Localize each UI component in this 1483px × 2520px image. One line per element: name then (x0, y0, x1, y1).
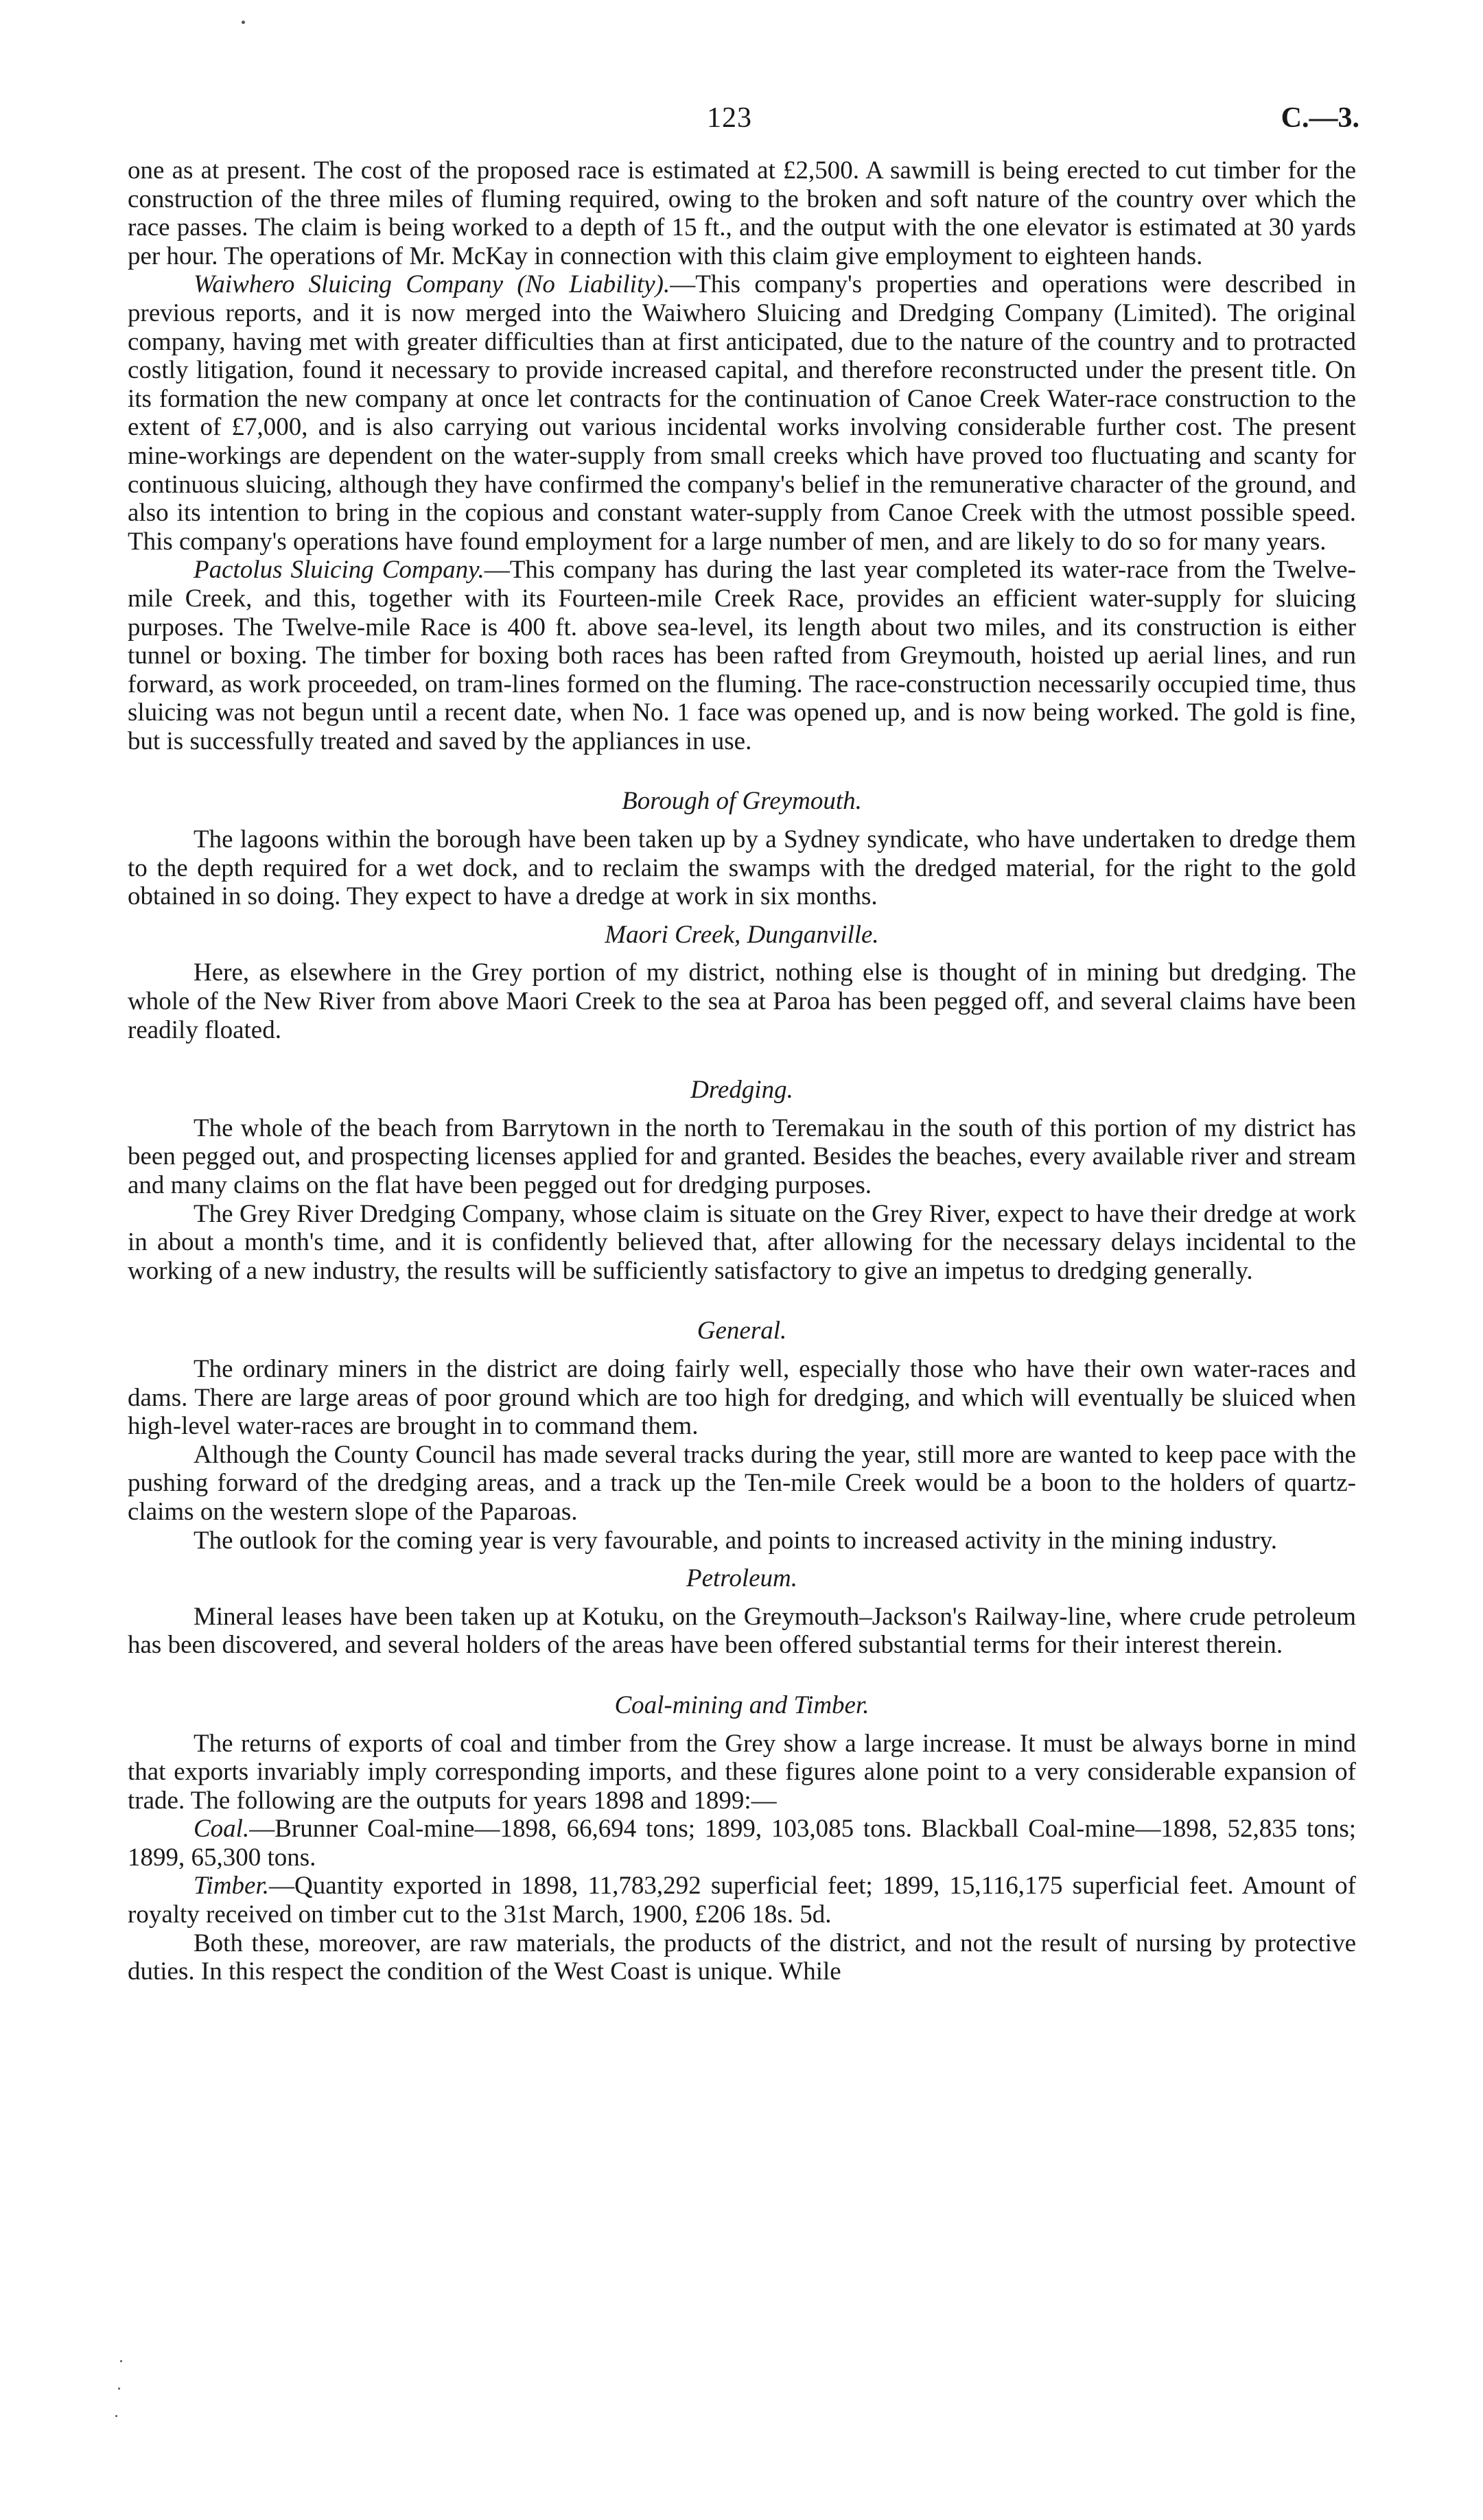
paragraph-pactolus (128, 556, 1356, 755)
paragraph-text-waiwhero: —This company's properties and operations were described in previous reports, and it is now merged into the Waiwhero Sluicing and Dredging Company (Limited). The original company, having met with greater difficulties than at first anticipated, due to the nature of the country and to protracted costly litigation, found it necessary to provide increased capital, and therefore reconstructed under the present title. On its formation the new company at once let contracts for the continuation of Canoe Creek Water-race construction to the extent of £7,000, and is also carrying out various incidental works involving considerable further cost. The present mine-workings are dependent on the water-supply from small creeks which have proved too fluctuating and scanty for continuous sluicing, although they have confirmed the company's belief in the remunerative character of the ground, and also its intention to bring in the copious and constant water-supply from Canoe Creek with the utmost possible speed. This company's operations have found employment for a large number of men, and are likely to do so for many years. (128, 270, 1356, 556)
paragraph-lead-waiwhero: Waiwhero Sluicing Company (No Liability). (194, 270, 670, 299)
page-number: 123 (707, 102, 752, 134)
paragraph-mckay-continued: one as at present. The cost of the proposed race is estimated at £2,500. A sawmill is being erected to cut timber for the construction of the three miles of fluming required, owing to the broken and soft nature of the country over which the race passes. The claim is being worked to a depth of 15 ft., and the output with the one elevator is estimated at 30 yards per hour. The operations of Mr. McKay in connection with this claim give employment to eighteen hands. (128, 156, 1356, 270)
page-header (0, 102, 1483, 143)
scan-speck (115, 2415, 117, 2417)
paragraph-dredging-1: The whole of the beach from Barrytown in the north to Teremakau in the south of this portion of my district has been pegged out, and prospecting licenses applied for and granted. Besides the beaches, every available river and stream and many claims on the flat have been pegged out for dredging purposes. (128, 1114, 1356, 1199)
heading-petroleum: Petroleum. (686, 1564, 797, 1593)
paragraph-lead-pactolus: Pactolus Sluicing Company. (194, 556, 484, 585)
paragraph-lead-timber: Timber. (194, 1872, 270, 1900)
paragraph-maori-1: Here, as elsewhere in the Grey portion of my district, nothing else is thought of in mining but dredging. The whole of the New River from above Maori Creek to the sea at Paroa has been pegged off, and several claims have been readily floated. (128, 958, 1356, 1044)
paragraph-waiwhero (128, 270, 1356, 556)
heading-dredging: Dredging. (690, 1076, 793, 1105)
paragraph-general-1: The ordinary miners in the district are doing fairly well, especially those who have their own water-races and dams. There are large areas of poor ground which are too high for dredging, and which will eventually be sluiced when high-level water-races are brought in to command them. (128, 1354, 1356, 1441)
paragraph-dredging-2: The Grey River Dredging Company, whose claim is situate on the Grey River, expect to have their dredge at work in about a month's time, and it is confidently believed that, after allowing for the necessary delays incidental to the working of a new industry, the results will be sufficiently satisfactory to give an impetus to dredging generally. (128, 1199, 1356, 1285)
heading-borough-of-greymouth: Borough of Greymouth. (622, 787, 862, 816)
paragraph-coal-1: The returns of exports of coal and timber from the Grey show a large increase. It must be always borne in mind that exports invariably imply corresponding imports, and these figures alone point to a very considerable expansion of trade. The following are the outputs for years 1898 and 1899:— (128, 1729, 1356, 1815)
paragraph-general-3: The outlook for the coming year is very favourable, and points to increased activity in the mining industry. (194, 1526, 1277, 1555)
paragraph-petroleum-1: Mineral leases have been taken up at Kotuku, on the Greymouth–Jackson's Railway-line, where crude petroleum has been discovered, and several holders of the areas have been offered substantial terms for their interest therein. (128, 1602, 1356, 1660)
scan-speck (242, 21, 245, 24)
document-reference: C.—3. (1281, 102, 1359, 134)
paragraph-coal-last: Both these, moreover, are raw materials, the products of the district, and not the result of nursing by protective duties. In this respect the condition of the West Coast is unique. While (128, 1929, 1356, 1986)
paragraph-text-pactolus: —This company has during the last year completed its water-race from the Twelve-mile Creek, and this, together with its Fourteen-mile Creek Race, provides an efficient water-supply for sluicing purposes. The Twelve-mile Race is 400 ft. above sea-level, its length about two miles, and its construction is either tunnel or boxing. The timber for boxing both races has been rafted from Greymouth, hoisted up aerial lines, and run forward, as work proceeded, on tram-lines formed on the fluming. The race-construction necessarily occupied time, thus sluicing was not begun until a recent date, when No. 1 face was opened up, and is now being worked. The gold is fine, but is successfully treated and saved by the appliances in use. (128, 556, 1356, 755)
heading-general: General. (697, 1317, 787, 1345)
paragraph-coal-output (128, 1815, 1356, 1872)
paragraph-general-2: Although the County Council has made several tracks during the year, still more are wanted to keep pace with the pushing forward of the dredging areas, and a track up the Ten-mile Creek would be a boon to the holders of quartz-claims on the western slope of the Paparoas. (128, 1440, 1356, 1526)
heading-coal-mining-and-timber: Coal-mining and Timber. (614, 1691, 869, 1719)
paragraph-lead-coal: Coal. (194, 1815, 250, 1844)
heading-maori-creek: Maori Creek, Dunganville. (605, 920, 879, 949)
paragraph-timber-output (128, 1872, 1356, 1929)
body-text (128, 156, 1356, 1986)
scan-speck (118, 2388, 120, 2390)
scan-speck (120, 2360, 122, 2362)
paragraph-text-timber: —Quantity exported in 1898, 11,783,292 superficial feet; 1899, 15,116,175 superficial feet. Amount of royalty received on timber cut to the 31st March, 1900, £206 18s. 5d. (128, 1872, 1356, 1929)
paragraph-borough-1: The lagoons within the borough have been taken up by a Sydney syndicate, who have undertaken to dredge them to the depth required for a wet dock, and to reclaim the swamps with the dredged material, for the right to the gold obtained in so doing. They expect to have a dredge at work in six months. (128, 825, 1356, 911)
paragraph-text-coal: —Brunner Coal-mine—1898, 66,694 tons; 1899, 103,085 tons. Blackball Coal-mine—1898, 52,835 tons; 1899, 65,300 tons. (128, 1815, 1356, 1872)
